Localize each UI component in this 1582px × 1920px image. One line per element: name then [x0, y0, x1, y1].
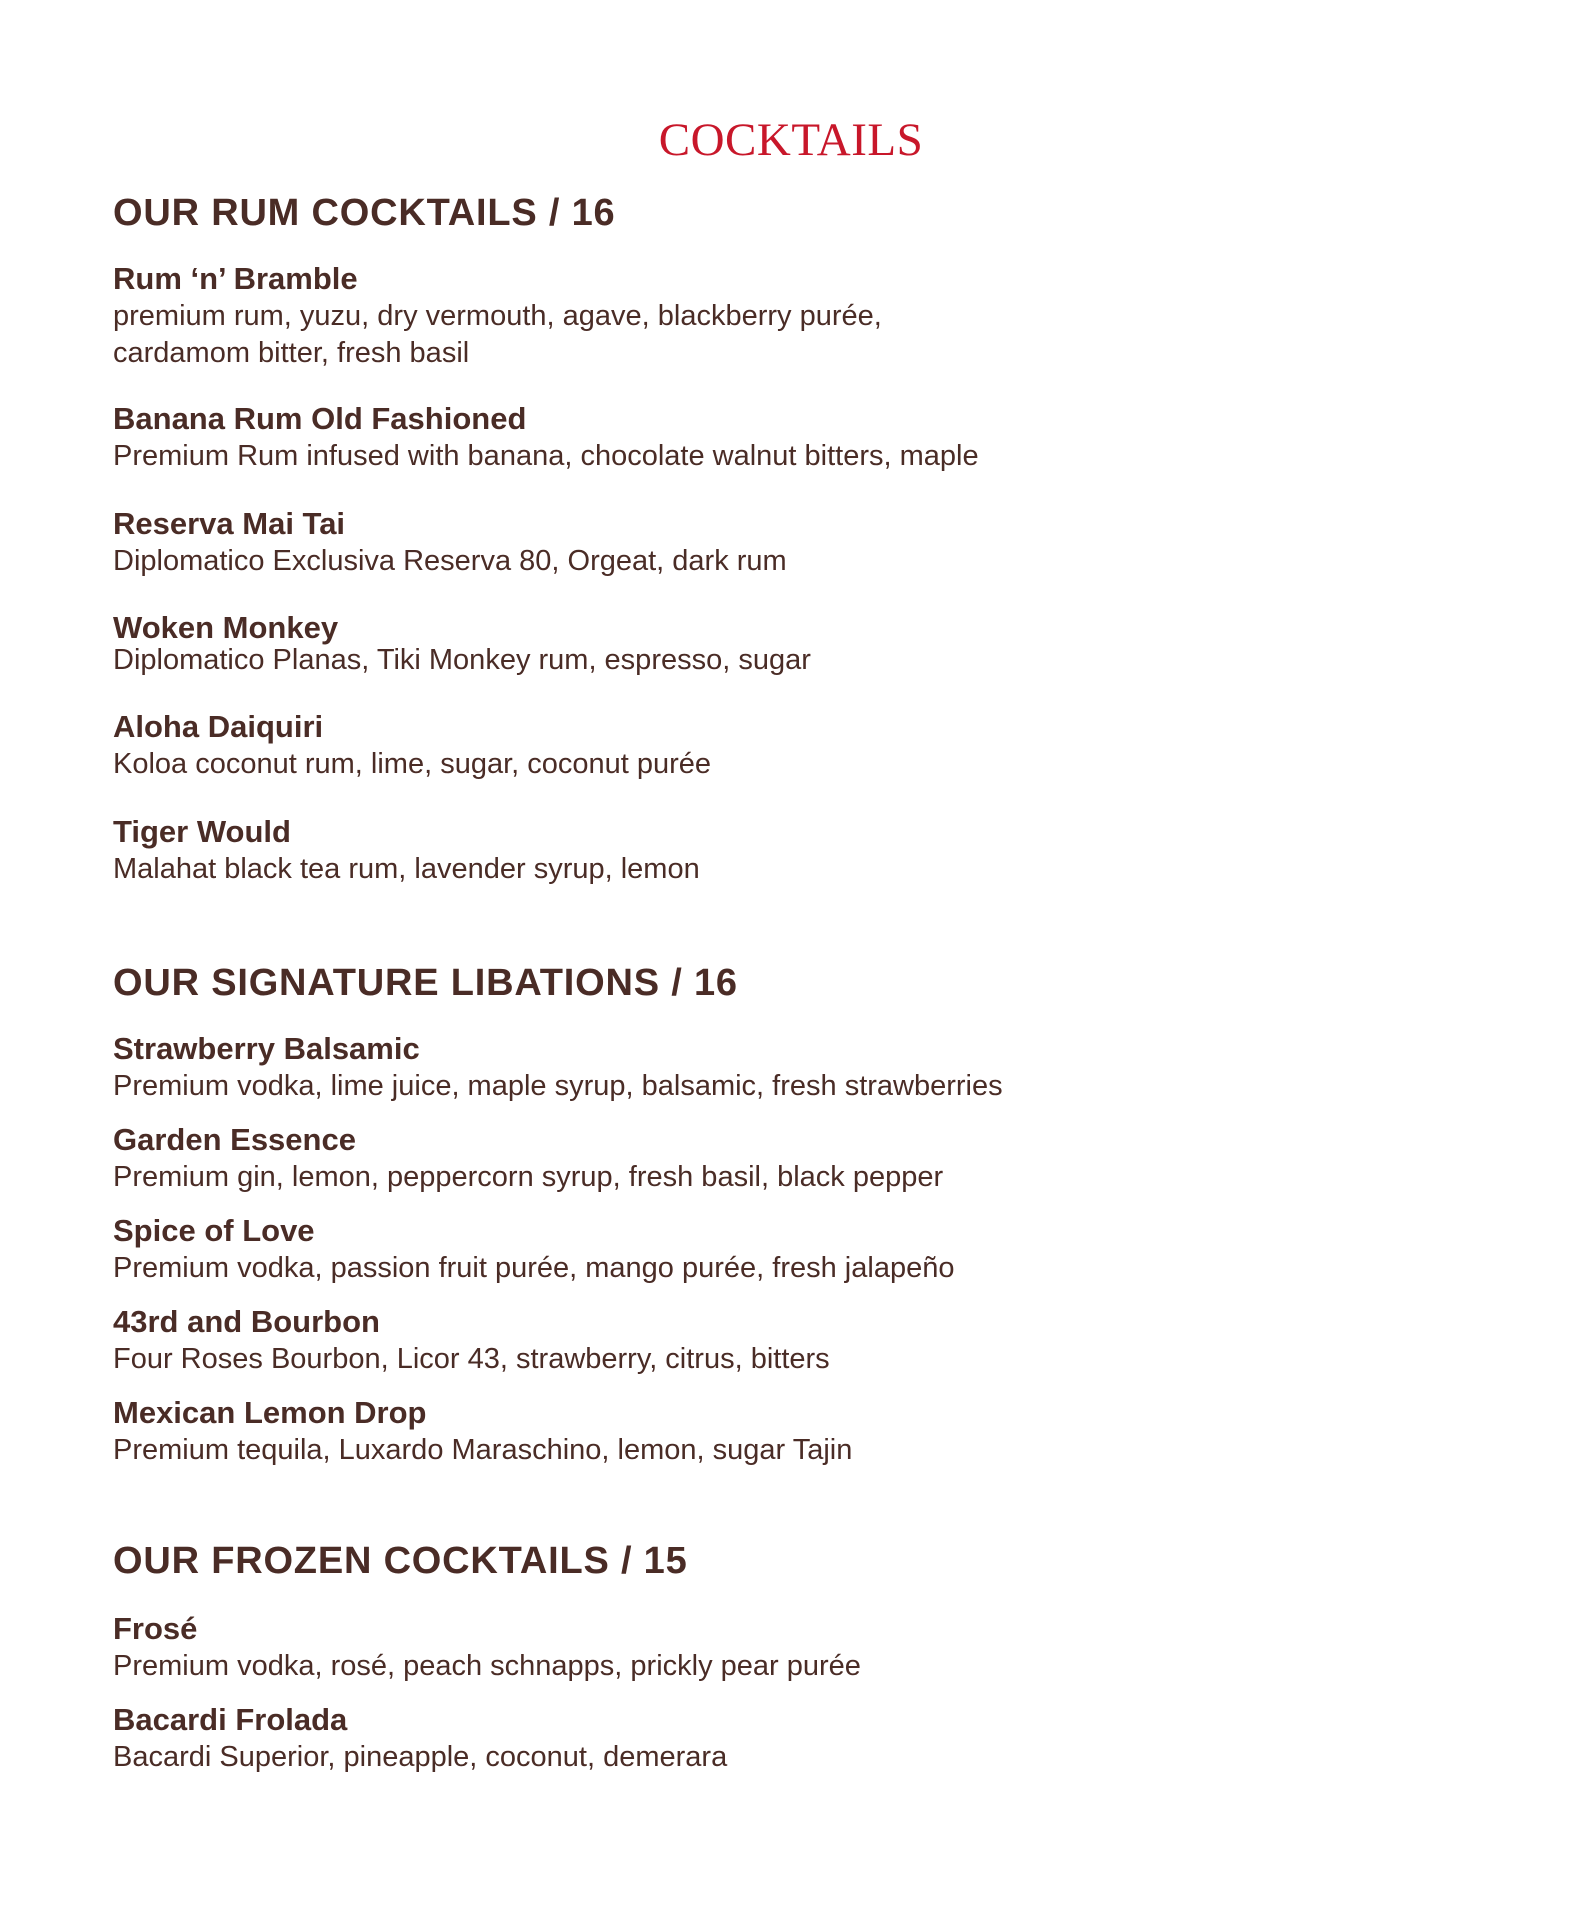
section-signature-libations [113, 960, 1413, 1469]
menu-item [113, 400, 1413, 475]
item-name: Frosé [113, 1611, 198, 1646]
menu-item [113, 1394, 1413, 1469]
menu-item [113, 1303, 1413, 1378]
menu-item [113, 1610, 1413, 1685]
item-name: Rum ‘n’ Bramble [113, 261, 358, 296]
menu-item [113, 1030, 1413, 1105]
section-rum-cocktails [113, 190, 1413, 888]
section-heading: OUR FROZEN COCKTAILS / 15 [113, 1540, 688, 1582]
section-frozen-cocktails [113, 1538, 1413, 1776]
section-heading: OUR SIGNATURE LIBATIONS / 16 [113, 962, 738, 1004]
item-name: Mexican Lemon Drop [113, 1395, 427, 1430]
menu-item [113, 1701, 1413, 1776]
item-description: Premium Rum infused with banana, chocolate walnut bitters, maple [113, 440, 979, 472]
page-title: COCKTAILS [658, 114, 924, 166]
item-name: Tiger Would [113, 814, 291, 849]
item-description: Four Roses Bourbon, Licor 43, strawberry, citrus, bitters [113, 1343, 830, 1375]
item-name: Spice of Love [113, 1213, 315, 1248]
item-description: Malahat black tea rum, lavender syrup, lemon [113, 853, 700, 885]
item-name: Garden Essence [113, 1122, 356, 1157]
item-description: Premium tequila, Luxardo Maraschino, lemon, sugar Tajin [113, 1434, 853, 1466]
item-description: Diplomatico Planas, Tiki Monkey rum, espresso, sugar [113, 644, 811, 676]
item-name: Bacardi Frolada [113, 1702, 348, 1737]
item-description: premium rum, yuzu, dry vermouth, agave, blackberry purée, [113, 300, 882, 332]
item-description: Premium gin, lemon, peppercorn syrup, fresh basil, black pepper [113, 1161, 944, 1193]
item-description: Bacardi Superior, pineapple, coconut, demerara [113, 1741, 728, 1773]
item-name: Woken Monkey [113, 610, 339, 645]
section-heading: OUR RUM COCKTAILS / 16 [113, 192, 616, 234]
item-description: cardamom bitter, fresh basil [113, 337, 470, 369]
item-description: Diplomatico Exclusiva Reserva 80, Orgeat, dark rum [113, 545, 787, 577]
menu-item [113, 505, 1413, 580]
item-name: 43rd and Bourbon [113, 1304, 380, 1339]
menu-item [113, 708, 1413, 783]
menu-item [113, 1212, 1413, 1287]
item-description: Premium vodka, lime juice, maple syrup, balsamic, fresh strawberries [113, 1070, 1003, 1102]
menu-item [113, 813, 1413, 888]
menu-item [113, 260, 1413, 372]
menu-item [113, 611, 1413, 675]
item-description: Koloa coconut rum, lime, sugar, coconut purée [113, 748, 712, 780]
item-name: Aloha Daiquiri [113, 709, 324, 744]
menu-item [113, 1121, 1413, 1196]
item-name: Strawberry Balsamic [113, 1031, 420, 1066]
item-name: Reserva Mai Tai [113, 506, 346, 541]
item-name: Banana Rum Old Fashioned [113, 401, 527, 436]
item-description: Premium vodka, rosé, peach schnapps, prickly pear purée [113, 1650, 861, 1682]
item-description: Premium vodka, passion fruit purée, mango purée, fresh jalapeño [113, 1252, 955, 1284]
